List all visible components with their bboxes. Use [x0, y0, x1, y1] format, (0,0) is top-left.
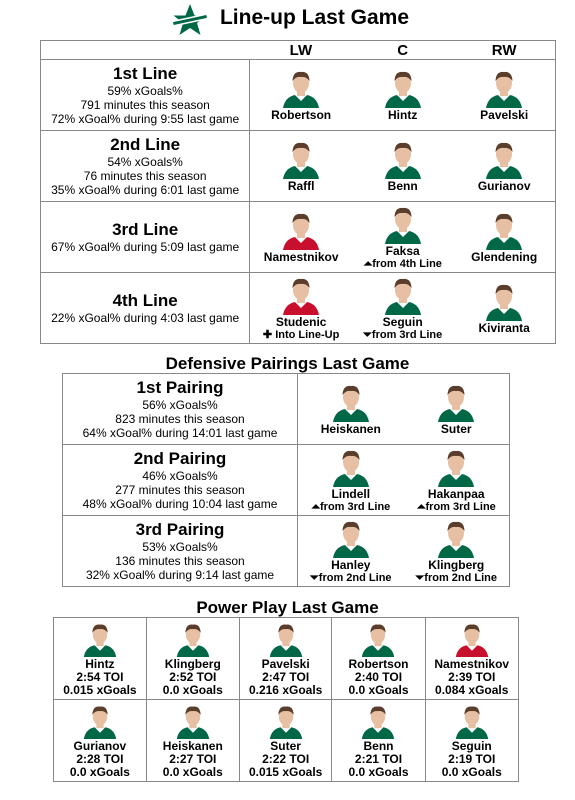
player-xgoals: 0.0 xGoals — [348, 682, 409, 697]
group-stat: 46% xGoals% — [142, 469, 218, 483]
line-row — [41, 60, 556, 131]
player-headshot-icon — [82, 621, 118, 657]
group-name: 1st Pairing — [136, 378, 224, 397]
defense-table — [62, 373, 510, 587]
group-stat: 136 minutes this season — [115, 554, 245, 568]
powerplay-player-cell — [332, 618, 425, 700]
player-name: Pavelski — [480, 108, 529, 122]
player-name: Hanley — [331, 557, 371, 572]
player-name: Robertson — [348, 656, 409, 671]
player-headshot-icon — [436, 518, 476, 558]
player-headshot-icon — [383, 275, 423, 315]
group-name: 2nd Line — [110, 135, 181, 154]
line-row — [41, 131, 556, 202]
group-info-cell — [41, 202, 250, 273]
player-name: Robertson — [271, 108, 332, 122]
player-cell — [404, 516, 510, 587]
player-name: Gurianov — [477, 179, 531, 193]
position-header-lw: LW — [250, 41, 352, 60]
powerplay-player-cell — [425, 618, 519, 700]
player-name: Heiskanen — [320, 422, 381, 436]
player-headshot-icon — [360, 703, 396, 739]
player-headshot-icon — [331, 382, 371, 422]
player-cell — [453, 202, 555, 273]
defense-title: Defensive Pairings Last Game — [165, 354, 410, 373]
group-info-cell — [41, 131, 250, 202]
group-name: 1st Line — [113, 64, 178, 83]
pairing-row — [63, 374, 510, 445]
player-name: Lindell — [331, 486, 371, 501]
group-stat: 59% xGoals% — [107, 84, 183, 98]
group-info-cell — [63, 516, 298, 587]
player-xgoals: 0.084 xGoals — [435, 682, 509, 697]
player-headshot-icon — [331, 447, 371, 487]
line-row — [41, 202, 556, 273]
player-xgoals: 0.0 xGoals — [69, 764, 130, 779]
position-header-rw: RW — [453, 41, 555, 60]
group-stat: 48% xGoal% during 10:04 last game — [82, 497, 278, 511]
player-cell — [453, 131, 555, 202]
group-info-cell — [63, 445, 298, 516]
player-headshot-icon — [484, 210, 524, 250]
player-name: Pavelski — [261, 656, 310, 671]
player-cell — [250, 273, 352, 344]
group-stat: 76 minutes this season — [83, 169, 207, 183]
player-name: Seguin — [382, 314, 423, 329]
player-cell — [352, 60, 453, 131]
player-cell — [250, 60, 352, 131]
player-move-note: ✚ Into Line-Up — [262, 328, 340, 341]
lineup-title: Line-up Last Game — [219, 6, 410, 29]
player-name: Klingberg — [428, 557, 485, 572]
player-headshot-icon — [454, 703, 490, 739]
player-toi: 2:39 TOI — [448, 669, 496, 684]
player-move-note: ⏷from 3rd Line — [363, 328, 443, 341]
player-headshot-icon — [175, 621, 211, 657]
player-headshot-icon — [281, 68, 321, 108]
group-info-cell — [41, 60, 250, 131]
powerplay-player-cell — [54, 618, 147, 700]
powerplay-player-cell — [239, 700, 332, 782]
powerplay-player-cell — [146, 618, 239, 700]
lineup-table — [40, 40, 556, 344]
player-cell — [298, 445, 404, 516]
powerplay-title: Power Play Last Game — [196, 598, 379, 617]
player-name: Glendening — [471, 250, 538, 264]
group-name: 2nd Pairing — [133, 449, 227, 468]
player-name: Benn — [363, 738, 394, 753]
player-toi: 2:27 TOI — [169, 751, 217, 766]
player-name: Hakanpaa — [427, 486, 485, 501]
player-name: Faksa — [385, 243, 420, 258]
player-headshot-icon — [436, 447, 476, 487]
player-headshot-icon — [383, 68, 423, 108]
player-cell — [352, 131, 453, 202]
player-headshot-icon — [383, 139, 423, 179]
player-headshot-icon — [331, 518, 371, 558]
player-name: Klingberg — [164, 656, 221, 671]
player-move-note: ⏷from 2nd Line — [415, 571, 498, 584]
group-stat: 791 minutes this season — [80, 98, 210, 112]
player-move-note: ⏶from 4th Line — [363, 257, 442, 270]
player-xgoals: 0.0 xGoals — [348, 764, 409, 779]
player-cell — [453, 60, 555, 131]
player-move-note: ⏷from 2nd Line — [310, 571, 392, 584]
player-headshot-icon — [281, 139, 321, 179]
player-toi: 2:54 TOI — [76, 669, 124, 684]
player-move-note: ⏶from 3rd Line — [311, 500, 391, 513]
group-stat: 35% xGoal% during 6:01 last game — [51, 183, 240, 197]
group-stat: 64% xGoal% during 14:01 last game — [82, 426, 278, 440]
player-xgoals: 0.216 xGoals — [248, 682, 323, 697]
powerplay-row — [54, 618, 519, 700]
player-cell — [404, 445, 510, 516]
player-cell — [404, 374, 510, 445]
group-stat: 53% xGoals% — [142, 540, 218, 554]
player-xgoals: 0.015 xGoals — [248, 764, 323, 779]
player-toi: 2:19 TOI — [448, 751, 496, 766]
pairing-row — [63, 445, 510, 516]
player-name: Suter — [440, 422, 472, 436]
player-toi: 2:40 TOI — [354, 669, 403, 684]
player-headshot-icon — [175, 703, 211, 739]
group-stat: 72% xGoal% during 9:55 last game — [51, 112, 240, 126]
pairing-row — [63, 516, 510, 587]
powerplay-player-cell — [425, 700, 519, 782]
player-cell — [352, 202, 453, 273]
player-headshot-icon — [268, 703, 304, 739]
group-stat: 56% xGoals% — [142, 398, 218, 412]
group-stat: 32% xGoal% during 9:14 last game — [85, 568, 275, 582]
player-toi: 2:28 TOI — [76, 751, 124, 766]
powerplay-table — [53, 617, 519, 782]
player-move-note: ⏶from 3rd Line — [416, 500, 496, 513]
group-stat: 67% xGoal% during 5:09 last game — [51, 240, 240, 254]
group-name: 3rd Pairing — [135, 520, 225, 539]
player-name: Namestnikov — [434, 656, 510, 671]
player-headshot-icon — [82, 703, 118, 739]
player-headshot-icon — [484, 139, 524, 179]
player-name: Namestnikov — [263, 250, 339, 264]
player-headshot-icon — [360, 621, 396, 657]
player-name: Suter — [270, 738, 301, 753]
player-headshot-icon — [436, 382, 476, 422]
player-name: Hintz — [388, 108, 418, 122]
player-cell — [453, 273, 555, 344]
position-header-c: C — [352, 41, 453, 60]
group-stat: 54% xGoals% — [107, 155, 183, 169]
player-xgoals: 0.015 xGoals — [63, 682, 137, 697]
powerplay-player-cell — [239, 618, 332, 700]
group-name: 4th Line — [112, 291, 178, 310]
player-name: Raffl — [287, 179, 315, 193]
player-name: Kiviranta — [478, 321, 530, 335]
player-xgoals: 0.0 xGoals — [162, 764, 223, 779]
player-name: Studenic — [275, 314, 327, 329]
player-headshot-icon — [281, 210, 321, 250]
player-name: Seguin — [451, 738, 492, 753]
powerplay-row — [54, 700, 519, 782]
player-xgoals: 0.0 xGoals — [441, 764, 502, 779]
player-toi: 2:52 TOI — [169, 669, 217, 684]
line-row — [41, 273, 556, 344]
group-stat: 823 minutes this season — [115, 412, 245, 426]
player-name: Gurianov — [73, 738, 127, 753]
player-headshot-icon — [268, 621, 304, 657]
player-toi: 2:21 TOI — [354, 751, 403, 766]
player-name: Heiskanen — [162, 738, 223, 753]
player-cell — [298, 516, 404, 587]
powerplay-player-cell — [332, 700, 425, 782]
group-stat: 22% xGoal% during 4:03 last game — [51, 311, 240, 325]
group-info-cell — [41, 273, 250, 344]
powerplay-player-cell — [54, 700, 147, 782]
group-info-cell — [63, 374, 298, 445]
player-xgoals: 0.0 xGoals — [162, 682, 223, 697]
player-name: Hintz — [85, 656, 115, 671]
group-name: 3rd Line — [112, 220, 179, 239]
powerplay-player-cell — [146, 700, 239, 782]
player-headshot-icon — [383, 204, 423, 244]
player-toi: 2:22 TOI — [262, 751, 310, 766]
player-name: Benn — [387, 179, 418, 193]
player-headshot-icon — [484, 281, 524, 321]
player-cell — [298, 374, 404, 445]
group-stat: 277 minutes this season — [115, 483, 245, 497]
player-cell — [352, 273, 453, 344]
player-cell — [250, 202, 352, 273]
player-cell — [250, 131, 352, 202]
player-toi: 2:47 TOI — [262, 669, 310, 684]
player-headshot-icon — [454, 621, 490, 657]
player-headshot-icon — [281, 275, 321, 315]
player-headshot-icon — [484, 68, 524, 108]
